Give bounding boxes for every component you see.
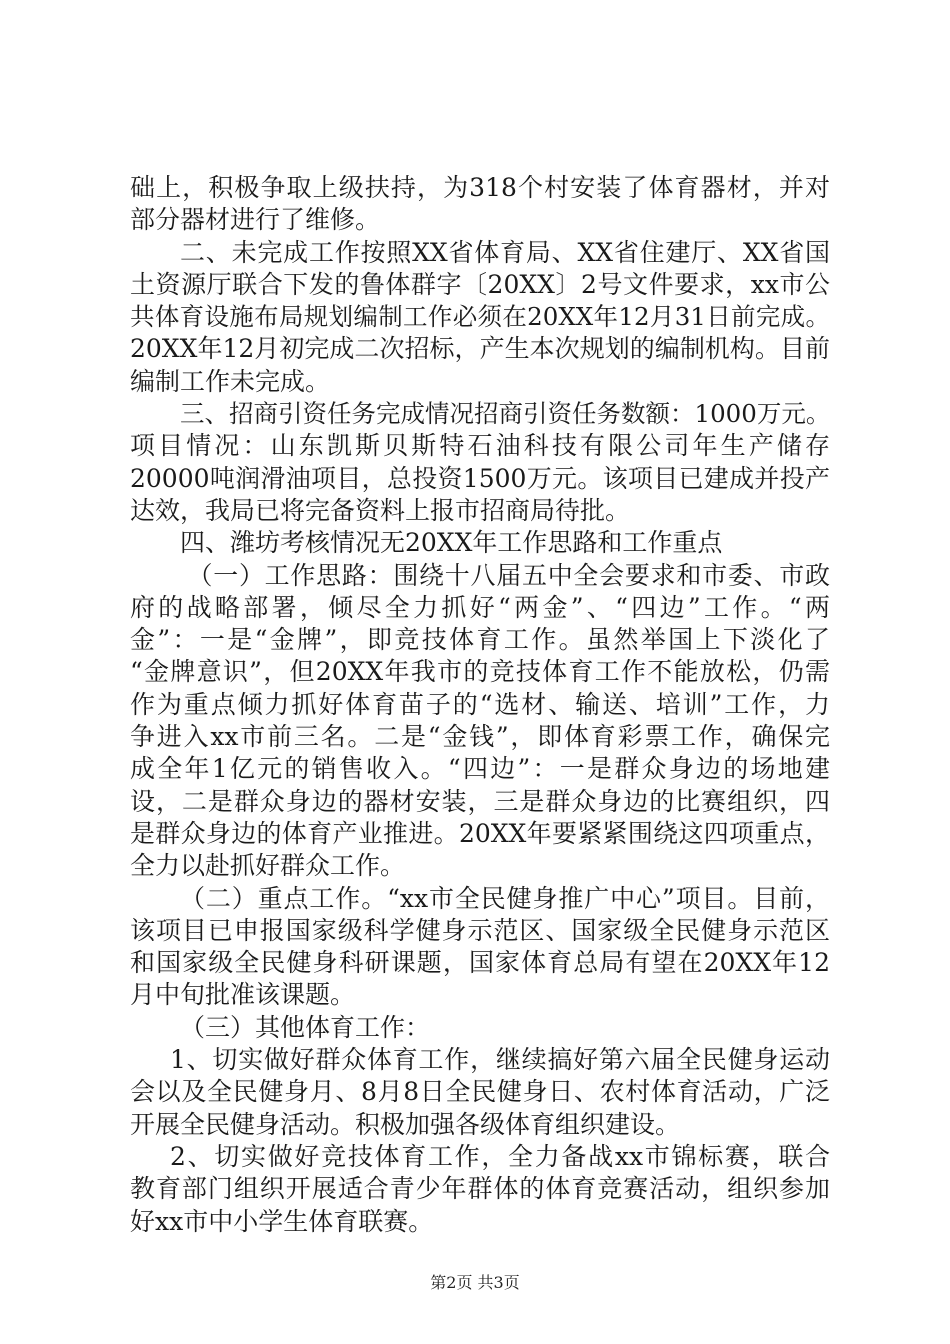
text-line: 是群众身边的体育产业推进。20XX年要紧紧围绕这四项重点， — [130, 818, 830, 848]
text-line: 教育部门组织开展适合青少年群体的体育竞赛活动，组织参加 — [130, 1174, 830, 1204]
text-line: 编制工作未完成。 — [130, 366, 331, 396]
text-line: 础上，积极争取上级扶持，为318个村安装了体育器材，并对 — [130, 173, 830, 202]
text-line: 争进入xx市前三名。二是“金钱”，即体育彩票工作，确保完 — [130, 722, 830, 752]
text-line: 项目情况：山东凯斯贝斯特石油科技有限公司年生产储存 — [130, 431, 830, 461]
text-line: 设，二是群众身边的器材安装，三是群众身边的比赛组织，四 — [130, 786, 830, 816]
text-line: 20000吨润滑油项目，总投资1500万元。该项目已建成并投产 — [130, 463, 830, 493]
text-line: 府的战略部署，倾尽全力抓好“两金”、“四边”工作。“两 — [130, 592, 830, 622]
page-footer: 第2页 共3页 — [430, 1273, 520, 1292]
text-line: 2、切实做好竞技体育工作，全力备战xx市锦标赛，联合 — [170, 1141, 830, 1171]
text-line: 会以及全民健身月、8月8日全民健身日、农村体育活动，广泛 — [130, 1077, 830, 1107]
text-line: （三）其他体育工作： — [180, 1012, 431, 1042]
document-body — [130, 172, 830, 1238]
text-line: （一）工作思路：围绕十八届五中全会要求和市委、市政 — [187, 560, 830, 590]
text-line: 达效，我局已将完备资料上报市招商局待批。 — [130, 495, 631, 525]
text-line: 金”：一是“金牌”，即竞技体育工作。虽然举国上下淡化了 — [130, 625, 830, 655]
text-line: 20XX年12月初完成二次招标，产生本次规划的编制机构。目前 — [130, 334, 830, 364]
text-line: 部分器材进行了维修。 — [130, 205, 381, 235]
text-line: （二）重点工作。“xx市全民健身推广中心”项目。目前， — [180, 883, 830, 913]
text-line: 好xx市中小学生体育联赛。 — [130, 1206, 434, 1236]
text-line: 作为重点倾力抓好体育苗子的“选材、输送、培训”工作，力 — [130, 689, 830, 719]
text-line: 共体育设施布局规划编制工作必须在20XX年12月31日前完成。 — [130, 302, 830, 332]
text-line: 三、招商引资任务完成情况招商引资任务数额：1000万元。 — [180, 399, 831, 429]
text-line: 开展全民健身活动。积极加强各级体育组织建设。 — [130, 1109, 681, 1139]
text-line: 四、潍坊考核情况无20XX年工作思路和工作重点 — [180, 528, 723, 558]
text-line: “金牌意识”，但20XX年我市的竞技体育工作不能放松，仍需 — [130, 657, 830, 687]
text-line: 成全年1亿元的销售收入。“四边”：一是群众身边的场地建 — [130, 754, 830, 784]
text-line: 二、未完成工作按照XX省体育局、XX省住建厅、XX省国 — [180, 237, 830, 267]
text-line: 土资源厅联合下发的鲁体群字〔20XX〕2号文件要求，xx市公 — [130, 269, 830, 299]
text-line: 1、切实做好群众体育工作，继续搞好第六届全民健身运动 — [170, 1045, 830, 1075]
text-line: 月中旬批准该课题。 — [130, 980, 356, 1010]
text-line: 和国家级全民健身科研课题，国家体育总局有望在20XX年12 — [130, 948, 830, 978]
text-line: 该项目已申报国家级科学健身示范区、国家级全民健身示范区 — [130, 915, 830, 945]
text-line: 全力以赴抓好群众工作。 — [130, 851, 406, 881]
